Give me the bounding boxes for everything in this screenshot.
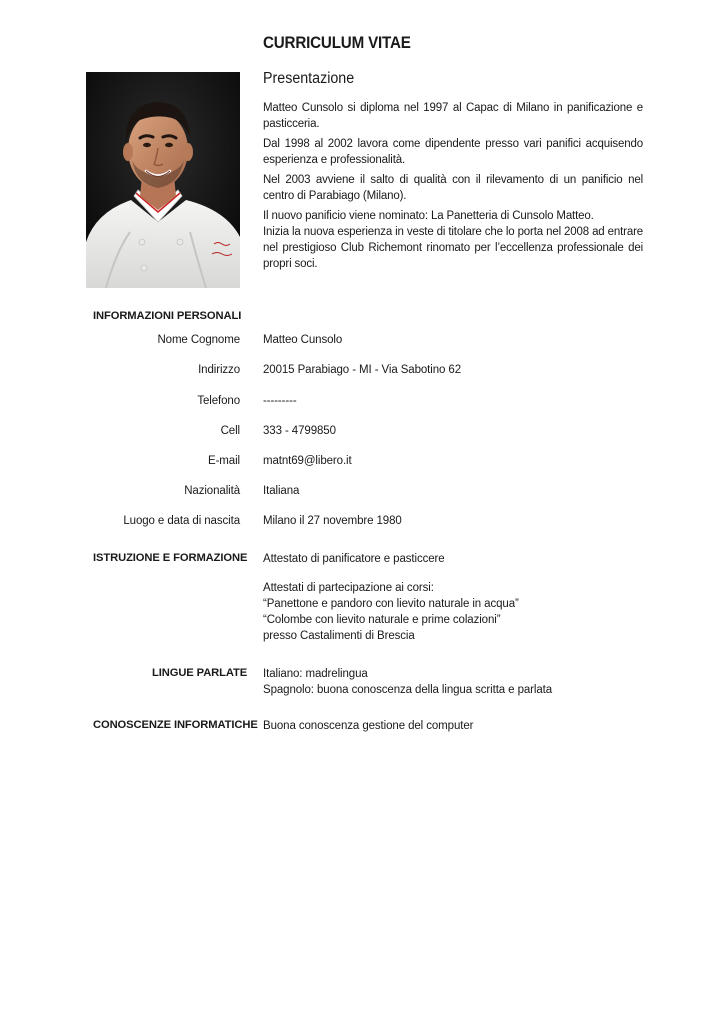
- education-diploma: Attestato di panificatore e pasticcere: [263, 553, 445, 565]
- education-course-line: Attestati di partecipazione ai corsi:: [263, 582, 434, 594]
- education-course-line: “Panettone e pandoro con lievito naturale in acqua”: [263, 598, 519, 610]
- language-line: Italiano: madrelingua: [263, 668, 368, 680]
- profile-photo: [86, 72, 240, 288]
- presentation-paragraph: Nel 2003 avviene il salto di qualità con il rilevamento di un panificio nel centro di Parabiago (Milano).: [263, 174, 643, 202]
- field-value-phone: ---------: [263, 395, 297, 407]
- computer-skills-heading: CONOSCENZE INFORMATICHE: [93, 719, 258, 731]
- field-label-name: Nome Cognome: [157, 334, 240, 346]
- field-value-email: matnt69@libero.it: [263, 455, 352, 467]
- chef-portrait-image: [86, 72, 240, 288]
- field-label-email: E-mail: [208, 455, 240, 467]
- presentation-heading: Presentazione: [263, 70, 355, 87]
- field-value-birth: Milano il 27 novembre 1980: [263, 515, 402, 527]
- page-title: CURRICULUM VITAE: [263, 34, 411, 52]
- field-value-mobile: 333 - 4799850: [263, 425, 336, 437]
- computer-skills-value: Buona conoscenza gestione del computer: [263, 720, 474, 732]
- field-label-mobile: Cell: [220, 425, 240, 437]
- field-value-name: Matteo Cunsolo: [263, 334, 343, 346]
- education-course-line: presso Castalimenti di Brescia: [263, 630, 415, 642]
- education-courses: [263, 580, 519, 644]
- presentation-paragraph: Matteo Cunsolo si diploma nel 1997 al Capac di Milano in panificazione e pasticceria.: [263, 102, 643, 130]
- education-course-line: “Colombe con lievito naturale e prime colazioni”: [263, 614, 501, 626]
- education-heading: ISTRUZIONE E FORMAZIONE: [93, 552, 248, 564]
- field-label-birth: Luogo e data di nascita: [123, 515, 240, 527]
- field-label-nationality: Nazionalità: [184, 485, 240, 497]
- presentation-section: [263, 70, 643, 276]
- field-value-address: 20015 Parabiago - MI - Via Sabotino 62: [263, 364, 462, 376]
- presentation-paragraph: Inizia la nuova esperienza in veste di titolare che lo porta nel 2008 ad entrare nel prestigioso Club Richemont rinomato per l’eccellenza professionale dei propri soci.: [263, 226, 643, 270]
- languages-heading: LINGUE PARLATE: [152, 667, 248, 679]
- personal-info-heading: INFORMAZIONI PERSONALI: [93, 310, 242, 322]
- field-value-nationality: Italiana: [263, 485, 300, 497]
- language-line: Spagnolo: buona conoscenza della lingua scritta e parlata: [263, 684, 553, 696]
- presentation-paragraph: Il nuovo panificio viene nominato: La Panetteria di Cunsolo Matteo.: [263, 210, 594, 222]
- field-label-phone: Telefono: [197, 395, 240, 407]
- languages-list: [263, 666, 552, 698]
- presentation-paragraph: Dal 1998 al 2002 lavora come dipendente presso vari panifici acquisendo esperienza e professionalità.: [263, 138, 643, 166]
- field-label-address: Indirizzo: [198, 364, 240, 376]
